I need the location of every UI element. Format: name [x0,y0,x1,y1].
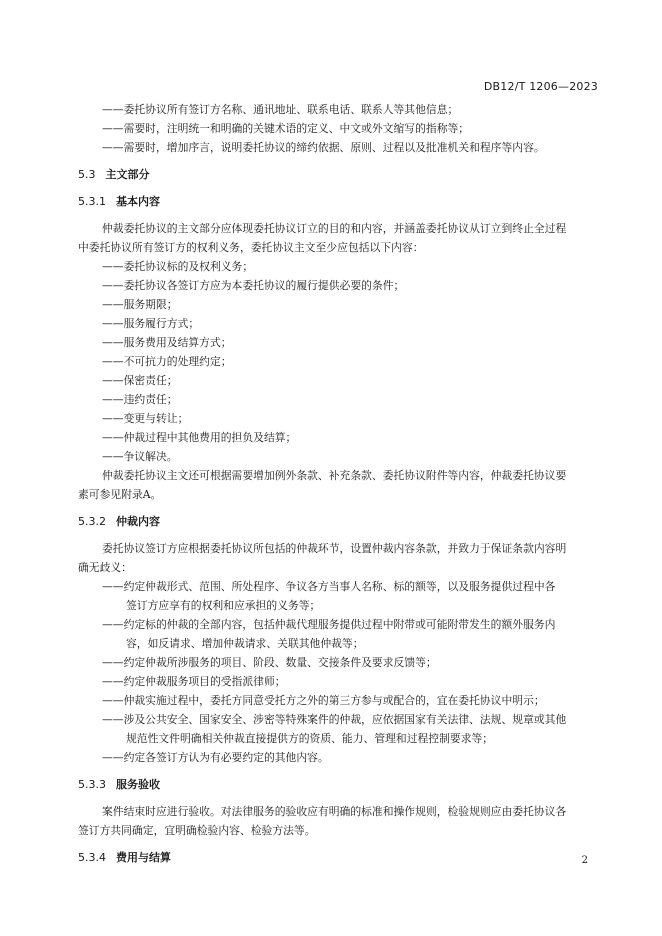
section-heading-5-3-4 [78,848,600,867]
page-number: 2 [581,855,588,866]
document-code-header: DB12/T 1206—2023 [483,80,598,93]
list-item: ——服务期限； [102,298,178,311]
list-item: ——不可抗力的处理约定； [102,355,232,368]
section-title: 仲裁内容 [116,515,160,528]
list-item: ——仲裁过程中其他费用的担负及结算； [102,431,297,444]
section-heading-5-3-2 [78,512,600,531]
list-item: ——违约责任； [102,393,178,406]
list-item: ——需要时，注明统一和明确的关键术语的定义、中文或外文缩写的指称等； [102,122,470,135]
section-title: 基本内容 [116,195,160,208]
list-item: ——涉及公共安全、国家安全、涉密等特殊案件的仲裁，应依据国家有关法律、法规、规章或其他 [102,713,567,726]
section-heading-5-3 [78,165,600,184]
list-item: ——保密责任； [102,374,178,387]
list-item: ——委托协议所有签订方名称、通讯地址、联系电话、联系人等其他信息； [102,103,459,116]
section-title: 费用与结算 [116,851,171,864]
list-item: ——服务费用及结算方式； [102,336,232,349]
list-item: ——约定仲裁所涉服务的项目、阶段、数量、交接条件及要求反馈等； [102,656,437,669]
list-item: ——变更与转让； [102,412,189,425]
list-item: ——服务履行方式； [102,317,200,330]
list-item: ——约定仲裁服务项目的受指派律师； [102,675,286,688]
section-number: 5.3 [78,168,96,181]
section-heading-5-3-3 [78,775,600,794]
section-number: 5.3.2 [78,515,106,528]
list-item: ——委托协议各签订方应为本委托协议的履行提供必要的条件； [102,279,405,292]
list-item: ——委托协议标的及权利义务； [102,260,254,273]
section-title: 服务验收 [116,778,160,791]
section-title: 主文部分 [105,168,150,181]
paragraph-line: 仲裁委托协议主文还可根据需要增加例外条款、补充条款、委托协议附件等内容，仲裁委托协议要 [102,469,567,482]
section-number: 5.3.3 [78,778,106,791]
section-heading-5-3-1 [78,192,600,211]
list-item-continuation: 规范性文件明确相关仲裁直接提供方的资质、能力、管理和过程控制要求等； [126,732,494,745]
list-item: ——约定标的仲裁的全部内容，包括仲裁代理服务提供过程中附带或可能附带发生的额外服务内 [102,618,556,631]
paragraph-line: 签订方共同确定，宜明确检验内容、检验方法等。 [78,824,316,837]
paragraph-line: 案件结束时应进行验收。对法律服务的验收应有明确的标准和操作规则，检验规则应由委托协议各 [102,805,567,818]
section-number: 5.3.1 [78,195,106,208]
list-item: ——约定仲裁形式、范围、所处程序、争议各方当事人名称、标的额等，以及服务提供过程中各 [102,580,556,593]
paragraph-line: 仲裁委托协议的主文部分应体现委托协议订立的目的和内容，并涵盖委托协议从订立到终止全过程 [102,222,567,235]
paragraph-line: 中委托协议所有签订方的权利义务，委托协议主文至少应包括以下内容： [78,241,424,254]
section-number: 5.3.4 [78,851,106,864]
paragraph-line: 委托协议签订方应根据委托协议所包括的仲裁环节，设置仲裁内容条款，并致力于保证条款内容明 [102,542,567,555]
paragraph-line: 素可参见附录A。 [78,488,162,501]
list-item: ——仲裁实施过程中，委托方同意受托方之外的第三方参与或配合的，宜在委托协议中明示； [102,694,545,707]
list-item: ——约定各签订方认为有必要约定的其他内容。 [102,751,329,764]
list-item-continuation: 容，如反请求、增加仲裁请求、关联其他仲裁等； [126,637,364,650]
list-item: ——需要时，增加序言，说明委托协议的缔约依据、原则、过程以及批准机关和程序等内容。 [102,141,545,154]
paragraph-line: 确无歧义： [78,561,132,574]
list-item: ——争议解决。 [102,450,178,463]
list-item-continuation: 签订方应享有的权利和应承担的义务等； [126,599,321,612]
page-body [78,100,600,875]
